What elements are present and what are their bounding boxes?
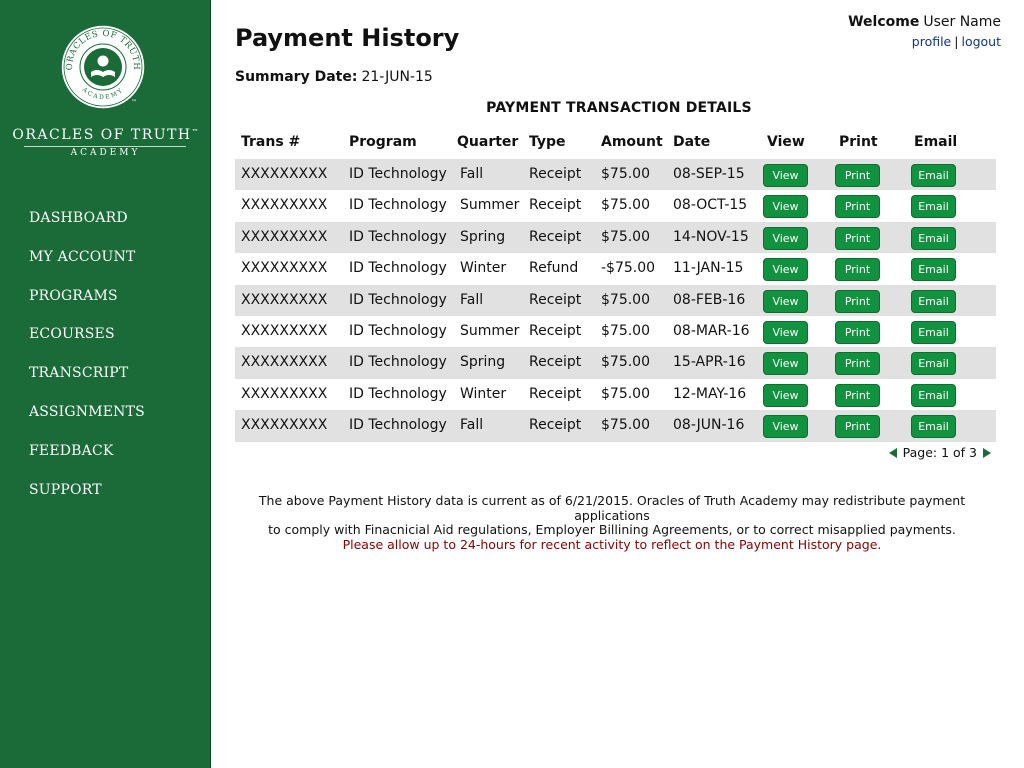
page-indicator: Page: 1 of 3: [902, 445, 977, 460]
cell-program: ID Technology: [349, 291, 447, 308]
cell-amount: $75.00: [601, 291, 650, 308]
cell-program: ID Technology: [349, 260, 447, 277]
cell-amount: $75.00: [601, 385, 650, 402]
table-row: [235, 222, 996, 253]
cell-amount: -$75.00: [601, 260, 656, 277]
cell-trans: XXXXXXXXX: [241, 322, 328, 339]
sidebar-item-ecourses[interactable]: ECOURSES: [29, 326, 115, 343]
cell-amount: $75.00: [601, 417, 650, 434]
email-button[interactable]: Email: [911, 415, 956, 438]
cell-type: Receipt: [529, 228, 582, 245]
print-button[interactable]: Print: [835, 415, 880, 438]
cell-quarter: Fall: [460, 166, 484, 182]
sidebar-item-assignments[interactable]: ASSIGNMENTS: [29, 403, 145, 420]
profile-link[interactable]: profile: [911, 34, 952, 49]
view-button[interactable]: View: [763, 321, 808, 344]
table-row: [235, 347, 996, 378]
print-button[interactable]: Print: [835, 227, 880, 250]
section-title: PAYMENT TRANSACTION DETAILS: [486, 100, 752, 116]
cell-program: ID Technology: [349, 322, 447, 339]
cell-trans: XXXXXXXXX: [241, 197, 328, 214]
email-button[interactable]: Email: [911, 321, 956, 344]
view-button[interactable]: View: [763, 384, 808, 407]
previous-page-icon[interactable]: [889, 448, 897, 458]
cell-trans: XXXXXXXXX: [241, 385, 328, 402]
svg-text:ORACLES OF TRUTH: ORACLES OF TRUTH: [64, 28, 142, 71]
brand-divider: [24, 146, 186, 147]
cell-amount: $75.00: [601, 322, 650, 339]
sidebar: [0, 0, 211, 768]
table-row: [235, 285, 996, 316]
cell-date: 08-OCT-15: [673, 197, 748, 214]
cell-date: 11-JAN-15: [673, 260, 744, 277]
cell-date: 08-JUN-16: [673, 417, 745, 434]
pagination: [889, 445, 991, 460]
print-button[interactable]: Print: [835, 258, 880, 281]
cell-trans: XXXXXXXXX: [241, 260, 328, 277]
page-title: Payment History: [235, 24, 460, 52]
cell-type: Receipt: [529, 291, 582, 308]
print-button[interactable]: Print: [835, 321, 880, 344]
column-header-quarter: Quarter: [457, 134, 519, 150]
link-separator: |: [954, 34, 959, 49]
cell-type: Receipt: [529, 385, 582, 402]
cell-date: 08-SEP-15: [673, 166, 745, 182]
print-button[interactable]: Print: [835, 164, 880, 187]
next-page-icon[interactable]: [983, 448, 991, 458]
cell-trans: XXXXXXXXX: [241, 291, 328, 308]
view-button[interactable]: View: [763, 352, 808, 375]
cell-program: ID Technology: [349, 385, 447, 402]
cell-quarter: Fall: [460, 291, 484, 308]
cell-quarter: Spring: [460, 228, 506, 245]
print-button[interactable]: Print: [835, 352, 880, 375]
table-row: [235, 253, 996, 284]
seal-trademark: ™: [131, 99, 137, 106]
sidebar-item-support[interactable]: SUPPORT: [29, 481, 102, 498]
cell-trans: XXXXXXXXX: [241, 354, 328, 371]
cell-amount: $75.00: [601, 197, 650, 214]
user-links: [912, 34, 1001, 49]
cell-type: Receipt: [529, 197, 582, 214]
column-header-program: Program: [349, 134, 417, 150]
cell-type: Receipt: [529, 417, 582, 434]
cell-type: Receipt: [529, 166, 582, 182]
email-button[interactable]: Email: [911, 384, 956, 407]
sidebar-item-my-account[interactable]: MY ACCOUNT: [29, 248, 136, 265]
brand-name: ORACLES OF TRUTH™: [12, 127, 199, 143]
email-button[interactable]: Email: [911, 164, 956, 187]
payment-notice: [240, 494, 984, 552]
cell-trans: XXXXXXXXX: [241, 166, 328, 182]
cell-type: Receipt: [529, 354, 582, 371]
cell-program: ID Technology: [349, 166, 447, 182]
cell-program: ID Technology: [349, 228, 447, 245]
view-button[interactable]: View: [763, 415, 808, 438]
sidebar-item-feedback[interactable]: FEEDBACK: [29, 442, 114, 459]
print-button[interactable]: Print: [835, 384, 880, 407]
cell-quarter: Summer: [460, 197, 520, 214]
view-button[interactable]: View: [763, 195, 808, 218]
cell-program: ID Technology: [349, 197, 447, 214]
logout-link[interactable]: logout: [961, 34, 1001, 49]
print-button[interactable]: Print: [835, 290, 880, 313]
cell-quarter: Winter: [460, 260, 507, 277]
view-button[interactable]: View: [763, 258, 808, 281]
brand-subtitle: ACADEMY: [70, 148, 141, 158]
column-header-date: Date: [673, 134, 711, 150]
column-header-print: Print: [839, 134, 878, 150]
notice-line-1: The above Payment History data is current as of 6/21/2015. Oracles of Truth Academy may redistribute payment applications: [258, 493, 966, 523]
sidebar-item-dashboard[interactable]: DASHBOARD: [29, 210, 128, 226]
cell-amount: $75.00: [601, 354, 650, 371]
email-button[interactable]: Email: [911, 227, 956, 250]
cell-amount: $75.00: [601, 166, 650, 182]
cell-date: 08-MAR-16: [673, 322, 750, 339]
cell-quarter: Spring: [460, 354, 506, 371]
column-header-email: Email: [914, 134, 958, 150]
cell-date: 15-APR-16: [673, 354, 746, 371]
view-button[interactable]: View: [763, 164, 808, 187]
view-button[interactable]: View: [763, 290, 808, 313]
column-header-trans: Trans #: [241, 134, 301, 150]
table-row: [235, 316, 996, 347]
table-header: [235, 127, 996, 159]
cell-amount: $75.00: [601, 228, 650, 245]
email-button[interactable]: Email: [911, 290, 956, 313]
notice-line-2: to comply with Finacnicial Aid regulations, Employer Billining Agreements, or to correct misapplied payments.: [268, 522, 956, 537]
cell-type: Refund: [529, 260, 579, 277]
payment-table: [235, 127, 996, 442]
user-name: User Name: [923, 14, 1001, 30]
cell-type: Receipt: [529, 322, 582, 339]
table-row: [235, 159, 996, 190]
cell-trans: XXXXXXXXX: [241, 228, 328, 245]
cell-date: 12-MAY-16: [673, 385, 747, 402]
cell-date: 08-FEB-16: [673, 291, 746, 308]
view-button[interactable]: View: [763, 227, 808, 250]
cell-quarter: Fall: [460, 417, 484, 434]
summary-date: Summary Date: 21-JUN-15: [235, 69, 433, 85]
welcome-message: Welcome User Name: [848, 14, 1001, 30]
notice-warning: Please allow up to 24-hours for recent activity to reflect on the Payment History page.: [342, 536, 882, 552]
cell-quarter: Winter: [460, 385, 507, 402]
cell-program: ID Technology: [349, 354, 447, 371]
email-button[interactable]: Email: [911, 195, 956, 218]
column-header-view: View: [767, 134, 805, 150]
summary-date-value: 21-JUN-15: [361, 69, 433, 85]
svg-text:ACADEMY: ACADEMY: [80, 86, 126, 102]
table-body: [235, 159, 996, 442]
column-header-amount: Amount: [601, 134, 663, 150]
email-button[interactable]: Email: [911, 258, 956, 281]
sidebar-item-transcript[interactable]: TRANSCRIPT: [29, 365, 129, 382]
cell-quarter: Summer: [460, 322, 520, 339]
sidebar-nav: [29, 210, 145, 520]
column-header-type: Type: [529, 134, 566, 150]
academy-seal-logo: [60, 24, 146, 110]
sidebar-item-programs[interactable]: PROGRAMS: [29, 287, 118, 304]
table-row: [235, 190, 996, 221]
table-row: [235, 379, 996, 410]
cell-trans: XXXXXXXXX: [241, 417, 328, 434]
table-row: [235, 410, 996, 441]
email-button[interactable]: Email: [911, 352, 956, 375]
cell-date: 14-NOV-15: [673, 228, 749, 245]
print-button[interactable]: Print: [835, 195, 880, 218]
cell-program: ID Technology: [349, 417, 447, 434]
